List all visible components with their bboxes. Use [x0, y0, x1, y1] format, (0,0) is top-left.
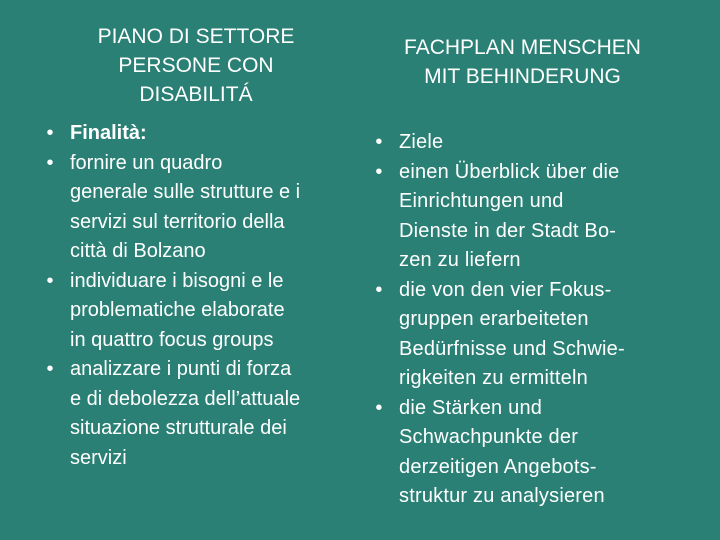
italian-title-line: PIANO DI SETTORE	[97, 25, 295, 48]
italian-bullet-line: individuare i bisogni e le	[70, 269, 284, 292]
german-bullet-item	[375, 276, 699, 394]
german-bullet-line: rigkeiten zu ermitteln	[399, 367, 588, 389]
italian-title	[55, 22, 337, 109]
german-bullet-line: die von den vier Fokus-	[399, 278, 612, 301]
italian-bullet-line: situazione strutturale dei	[70, 417, 287, 439]
german-bullet-item	[375, 394, 699, 512]
bullet-icon: •	[46, 122, 54, 144]
italian-bullet-line: fornire un quadro	[70, 151, 223, 174]
german-title-line: FACHPLAN MENSCHEN	[404, 36, 641, 59]
italian-bullet-line: Finalità:	[70, 122, 147, 144]
italian-bullet-line: servizi	[70, 446, 127, 469]
italian-bullet-line: in quattro focus groups	[70, 328, 274, 351]
bullet-icon: •	[375, 131, 383, 153]
german-bullet-line: die Stärken und	[399, 396, 543, 419]
italian-title-line: DISABILITÁ	[139, 83, 253, 106]
german-title-line: MIT BEHINDERUNG	[424, 65, 621, 88]
italian-bullet-item	[46, 355, 360, 473]
german-bullet-line: einen Überblick über die	[399, 160, 620, 183]
italian-bullet-line: generale sulle strutture e i	[70, 181, 301, 203]
italian-bullet-line: servizi sul territorio della	[70, 210, 285, 233]
italian-bullet-line: città di Bolzano	[70, 240, 206, 262]
german-bullet-line: gruppen erarbeiteten	[399, 308, 589, 330]
german-bullet-line: Schwachpunkte der	[399, 426, 579, 448]
italian-title-line: PERSONE CON	[118, 54, 274, 77]
german-bullet-item	[375, 158, 699, 276]
german-bullet-line: zen zu liefern	[399, 249, 521, 271]
bullet-icon: •	[375, 160, 383, 183]
italian-bullet-line: e di debolezza dell’attuale	[70, 387, 301, 410]
german-bullet-line: Einrichtungen und	[399, 190, 564, 212]
bullet-icon: •	[46, 151, 54, 174]
italian-bullet-list	[46, 119, 360, 473]
german-bullet-line: Ziele	[399, 131, 444, 153]
german-bullet-line: Bedürfnisse und Schwie-	[399, 337, 625, 360]
bullet-icon: •	[46, 358, 54, 380]
german-bullet-line: Dienste in der Stadt Bo-	[399, 219, 617, 242]
italian-bullet-line: analizzare i punti di forza	[70, 358, 292, 380]
italian-bullet-item	[46, 149, 360, 267]
german-title	[385, 33, 660, 91]
german-bullet-item	[375, 128, 699, 158]
bullet-icon: •	[375, 396, 383, 419]
italian-bullet-line: problematiche elaborate	[70, 299, 285, 321]
german-bullet-line: struktur zu analysieren	[399, 485, 605, 507]
bullet-icon: •	[375, 278, 383, 301]
italian-bullet-item	[46, 267, 360, 356]
german-bullet-line: derzeitigen Angebots-	[399, 455, 597, 478]
german-bullet-list	[375, 128, 699, 512]
bullet-icon: •	[46, 269, 54, 292]
italian-bullet-item	[46, 119, 360, 149]
